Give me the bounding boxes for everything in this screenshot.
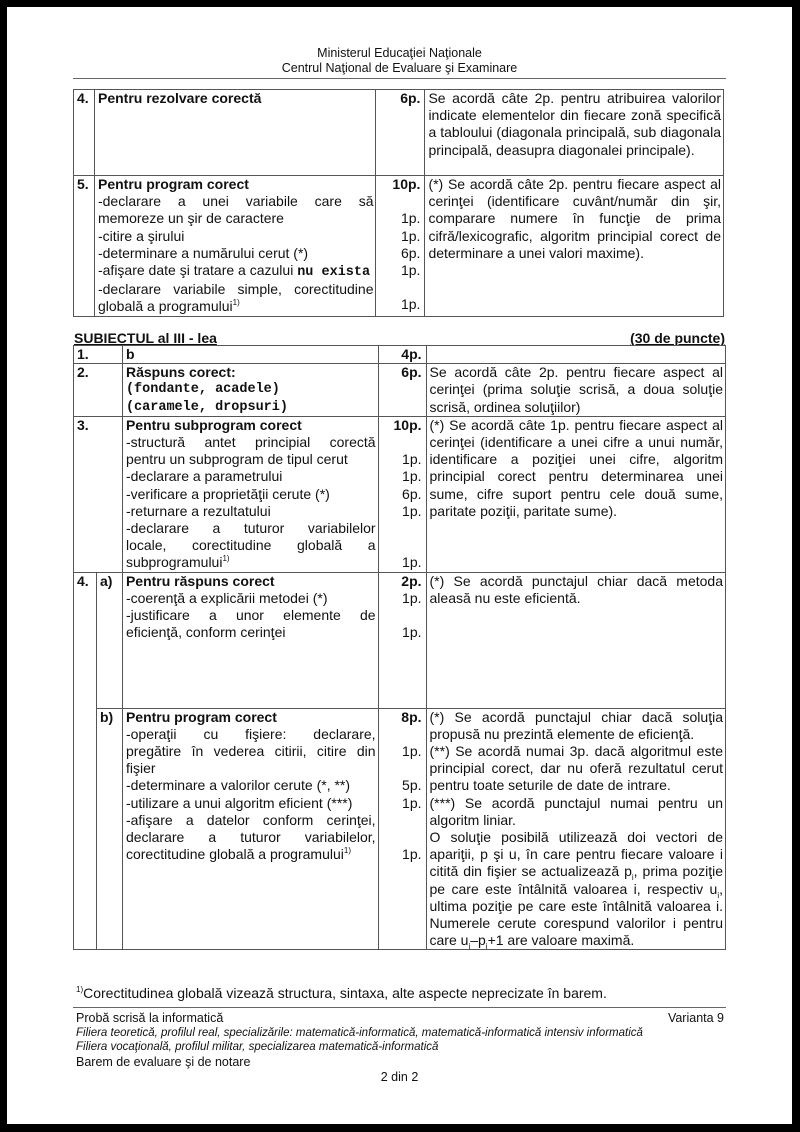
item-number: 1. [74, 346, 123, 364]
subitem-label: a) [96, 572, 122, 708]
criterion-text: eficienţă, conform cerinţei [125, 624, 286, 641]
points-column [378, 708, 426, 950]
table-row [74, 346, 726, 364]
criterion-text: corectitudine globală a programului [125, 846, 344, 863]
header-ministry: Ministerul Educaţiei Naţionale [317, 46, 482, 60]
criterion-text: declarare a tuturor variabilelor, [125, 829, 376, 846]
item-comment: (*) Se acordă punctajul chiar dacă metoda aleasă nu este eficientă. [426, 572, 725, 708]
page-header [73, 46, 726, 76]
criterion-points: 1p. [402, 794, 422, 811]
table-row [74, 90, 724, 176]
item-points: 6p. [376, 90, 425, 176]
points-column [376, 176, 425, 317]
comment-solution [429, 829, 723, 952]
item-number: 4. [74, 90, 95, 176]
item-points: 2p. [401, 572, 422, 589]
item-criteria [122, 364, 378, 417]
item-criteria [122, 708, 378, 950]
criterion-points: 6p. [400, 244, 421, 261]
code-text: nu exista [297, 265, 371, 281]
criterion-text: -declarare a parametrului [125, 468, 283, 485]
item-title: Pentru răspuns corect [125, 572, 275, 589]
code-text: (caramele, dropsuri) [125, 399, 288, 415]
footnote [76, 985, 607, 1001]
criterion-text: -verificare a proprietăţii cerute (*) [125, 485, 330, 502]
comment-note: (**) Se acordă numai 3p. dacă algoritmul este principial corect, dar nu oferă rezultatul cerut pentru toate seturile de date de intrare. [429, 743, 723, 794]
item-criteria [122, 572, 378, 708]
item-points: 6p. [378, 364, 426, 417]
item-title: Pentru rezolvare corectă [94, 90, 376, 176]
item-points: 4p. [378, 346, 426, 364]
footer-track-theoretical: Filiera teoretică, profilul real, specializările: matematică-informatică, matematică-informatică intensiv informatică [76, 1026, 643, 1039]
item-answer: b [122, 346, 378, 364]
criterion-text: -afişare a datelor conform cerinţei, [125, 811, 376, 828]
criterion-text: -justificare a unor elemente de [125, 607, 376, 624]
criterion-text: fişier [125, 760, 156, 777]
item-comment: (*) Se acordă câte 1p. pentru fiecare aspect al cerinţei (identificare a unei cifre a unui număr, identificare a poziţiei unei cifre, algoritm principial corect pentru determinarea unei sume, cifre suport pentru cele două sume, paritate poziţii, paritate sume). [426, 416, 725, 572]
item-title: Pentru subprogram corect [125, 416, 302, 433]
item-number: 2. [74, 364, 123, 417]
criterion-points: 1p. [402, 589, 422, 606]
header-divider [73, 78, 726, 79]
criterion-text: memoreze un şir de caractere [97, 210, 284, 227]
subscript: i [631, 873, 634, 883]
criterion-points: 1p. [400, 227, 421, 244]
criterion-text: -declarare a unei variabile care să [97, 193, 374, 210]
table-row [74, 708, 726, 950]
criterion-points: 1p. [402, 554, 422, 571]
footnote-ref: 1) [343, 846, 351, 856]
criterion-text: pregătire în vederea citirii, citire din [125, 743, 376, 760]
criterion-points: 1p. [402, 846, 422, 863]
criterion-line [126, 846, 376, 863]
footer-exam: Probă scrisă la informatică [76, 1011, 224, 1025]
criterion-text: -declarare a tuturor variabilelor [125, 520, 376, 537]
criterion-points: 1p. [402, 451, 422, 468]
criterion-points: 1p. [400, 262, 421, 279]
criterion-text: -declarare variabile simple, corectitudine [97, 281, 374, 298]
criterion-line [98, 298, 374, 315]
criterion-points: 1p. [400, 296, 421, 313]
code-text: (fondante, acadele) [125, 382, 280, 398]
solution-text: O soluţie posibilă utilizează doi vectori de apariţii, p şi u, în care pentru fiecare valoare i citită din fişier se actualizează p [429, 829, 723, 880]
item-comment: (*) Se acordă câte 2p. pentru fiecare aspect al cerinţei (identificare cuvânt/număr din şir, comparare numere în funcţie de prima cifră/lexicografic, algoritm principial corect de determinare a unei valori maxime). [425, 176, 724, 317]
criterion-text: -operaţii cu fişiere: declarare, [125, 725, 376, 742]
footer-barem: Barem de evaluare şi de notare [76, 1054, 251, 1069]
subject3-total: (30 de puncte) [630, 330, 725, 346]
subscript: i [717, 890, 720, 900]
footnote-ref: 1) [232, 298, 240, 308]
criterion-text: -determinare a numărului cerut (*) [97, 244, 309, 261]
solution-text: , ultima poziţie pe care este întâlnită valoarea i. Numerele cerute corespund valorilor i pentru care u [429, 880, 723, 949]
footnote-mark: 1) [76, 985, 84, 994]
criterion-points: 1p. [400, 210, 421, 227]
criterion-text: -coerenţă a explicării metodei (*) [125, 589, 328, 606]
item-comment [426, 708, 725, 950]
item-criteria [122, 416, 378, 572]
subscript: i [485, 942, 488, 952]
criterion-line [98, 262, 374, 281]
criterion-points: 1p. [402, 624, 422, 641]
table-row [74, 176, 724, 317]
item-comment: Se acordă câte 2p. pentru fiecare aspect al cerinţei (prima soluţie scrisă, a doua soluţie scrisă, ordinea soluţiilor) [426, 364, 725, 417]
comment-note: (***) Se acordă punctajul numai pentru un algoritm liniar. [429, 794, 723, 828]
table-row [74, 572, 726, 708]
criterion-text: -afişare date şi tratare a cazului [97, 262, 298, 279]
criterion-text: -citire a şirului [97, 227, 185, 244]
item-points: 10p. [392, 176, 421, 192]
solution-text: –p [470, 932, 486, 949]
item-title: Pentru program corect [125, 708, 277, 725]
subject3-title: SUBIECTUL al III - lea [74, 330, 217, 346]
item-comment [426, 346, 725, 364]
item-comment: Se acordă câte 2p. pentru atribuirea valorilor indicate elementelor din fiecare zonă specifică a tabloului (diagonala principală, sub diagonala principală, deasupra diagonalei principale). [425, 90, 724, 176]
item-points: 10p. [393, 416, 422, 433]
subject3-heading [74, 330, 725, 346]
footnote-text: Corectitudinea globală vizează structura, sintaxa, alte aspecte neprecizate în barem. [83, 985, 607, 1001]
criterion-text: locale, corectitudine globală a [125, 537, 376, 554]
footer-variant: Varianta 9 [667, 1011, 724, 1025]
criterion-text: globală a programului [97, 298, 233, 315]
criterion-text: subprogramului [125, 554, 223, 571]
subject3-table [73, 345, 726, 950]
item-number: 5. [74, 176, 95, 317]
criterion-points: 6p. [402, 485, 422, 502]
header-center: Centrul Naţional de Evaluare şi Examinare [281, 61, 518, 75]
criterion-text: pentru un subprogram de tipul cerut [125, 451, 348, 468]
page-footer [76, 1011, 724, 1069]
footnote-ref: 1) [222, 554, 230, 564]
subject2-table [73, 89, 724, 317]
item-title: Pentru program corect [97, 176, 249, 192]
comment-note: (*) Se acordă punctajul chiar dacă soluţia propusă nu prezintă elemente de eficienţă. [429, 708, 723, 742]
table-row [74, 416, 726, 572]
subscript: i [468, 942, 471, 952]
criterion-text: -returnare a rezultatului [125, 502, 271, 519]
item-number: 4. [74, 572, 97, 950]
solution-text: +1 are valoare maximă. [487, 932, 635, 949]
item-criteria [94, 176, 376, 317]
criterion-text: -structură antet principial corectă [125, 434, 376, 451]
footer-track-vocational: Filiera vocaţională, profilul militar, specializarea matematică-informatică [76, 1041, 439, 1053]
criterion-points: 1p. [402, 743, 422, 760]
page-number: 2 din 2 [380, 1070, 419, 1084]
item-number: 3. [74, 416, 123, 572]
solution-text: , prima poziţie pe care este întâlnită valoarea i, respectiv u [429, 863, 723, 897]
table-row [74, 364, 726, 417]
criterion-text: -determinare a valorilor cerute (*, **) [125, 777, 351, 794]
footer-divider [73, 1007, 726, 1008]
item-title: Răspuns corect: [125, 364, 236, 381]
criterion-points: 1p. [402, 468, 422, 485]
criterion-text: -utilizare a unui algoritm eficient (***) [125, 794, 353, 811]
points-column [378, 416, 426, 572]
criterion-line [126, 554, 376, 571]
document-page [7, 7, 792, 1124]
subitem-label: b) [96, 708, 122, 950]
criterion-points: 1p. [402, 502, 422, 519]
points-column [378, 572, 426, 708]
criterion-points: 5p. [402, 777, 422, 794]
item-points: 8p. [401, 708, 422, 725]
